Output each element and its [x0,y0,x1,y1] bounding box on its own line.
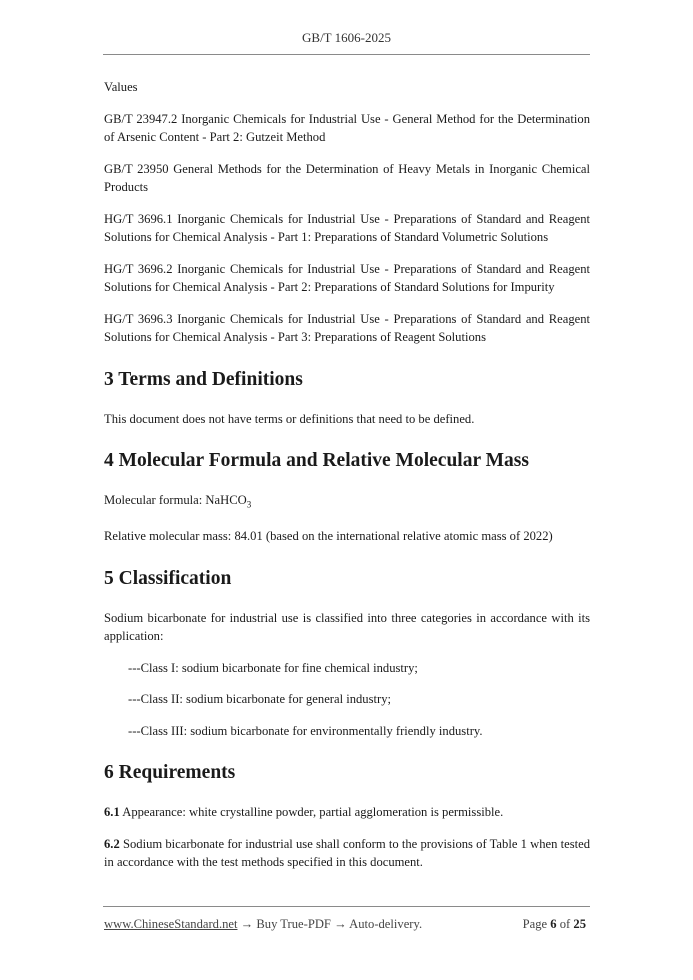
section-heading-requirements: 6 Requirements [104,762,236,784]
clause-6-1 [104,803,590,822]
reference-entry: GB/T 23950 General Methods for the Determination of Heavy Metals in Inorganic Chemical Products [104,161,590,194]
relative-molecular-mass: Relative molecular mass: 84.01 (based on the international relative atomic mass of 2022) [104,529,553,544]
page-number: 6 [550,917,557,931]
section-heading-formula: 4 Molecular Formula and Relative Molecular Mass [104,450,529,471]
header-divider [103,54,590,55]
page-indicator [523,917,586,932]
class-item: ---Class I: sodium bicarbonate for fine chemical industry; [128,660,418,675]
section-heading-classification: 5 Classification [104,567,232,589]
footer-tagline: → Buy True-PDF → Auto-delivery. [237,917,423,931]
of-word: of [559,917,571,931]
reference-entry: HG/T 3696.2 Inorganic Chemicals for Industrial Use - Preparations of Standard and Reagent Solutions for Chemical Analysis - Part 2: Preparations of Standard Solutions for Impurity [104,261,590,294]
section-heading-terms: 3 Terms and Definitions [104,368,303,390]
formula-label: Molecular formula: NaHCO [104,493,247,507]
formula-subscript: 3 [246,499,252,510]
class-item: ---Class III: sodium bicarbonate for environmentally friendly industry. [128,723,483,738]
site-link[interactable]: www.ChineseStandard.net [104,917,238,931]
footer-promo [104,917,422,932]
reference-entry: HG/T 3696.3 Inorganic Chemicals for Industrial Use - Preparations of Standard and Reagent Solutions for Chemical Analysis - Part 3: Preparations of Reagent Solutions [104,311,590,344]
footer-divider [103,906,590,907]
page-body [104,78,590,872]
reference-entry: GB/T 23947.2 Inorganic Chemicals for Industrial Use - General Method for the Determination of Arsenic Content - Part 2: Gutzeit Method [104,111,590,144]
clause-text: Appearance: white crystalline powder, partial agglomeration is permissible. [122,805,504,820]
reference-entry: HG/T 3696.1 Inorganic Chemicals for Industrial Use - Preparations of Standard and Reagent Solutions for Chemical Analysis - Part 1: Preparations of Standard Volumetric Solutions [104,211,590,244]
classification-intro: Sodium bicarbonate for industrial use is classified into three categories in accordance with its application: [104,610,590,644]
terms-text: This document does not have terms or definitions that need to be defined. [104,411,475,426]
page-word: Page [522,917,548,931]
reference-entry: Values [104,80,138,94]
clause-text: Sodium bicarbonate for industrial use shall conform to the provisions of Table 1 when tested in accordance with the test methods specified in this document. [104,836,590,870]
clause-number: 6.1 [104,805,120,820]
clause-number: 6.2 [104,836,120,851]
clause-6-2 [104,835,590,872]
molecular-formula [104,491,590,514]
class-item: ---Class II: sodium bicarbonate for general industry; [128,692,391,707]
page-total: 25 [573,917,586,931]
running-header: GB/T 1606-2025 [302,30,391,45]
